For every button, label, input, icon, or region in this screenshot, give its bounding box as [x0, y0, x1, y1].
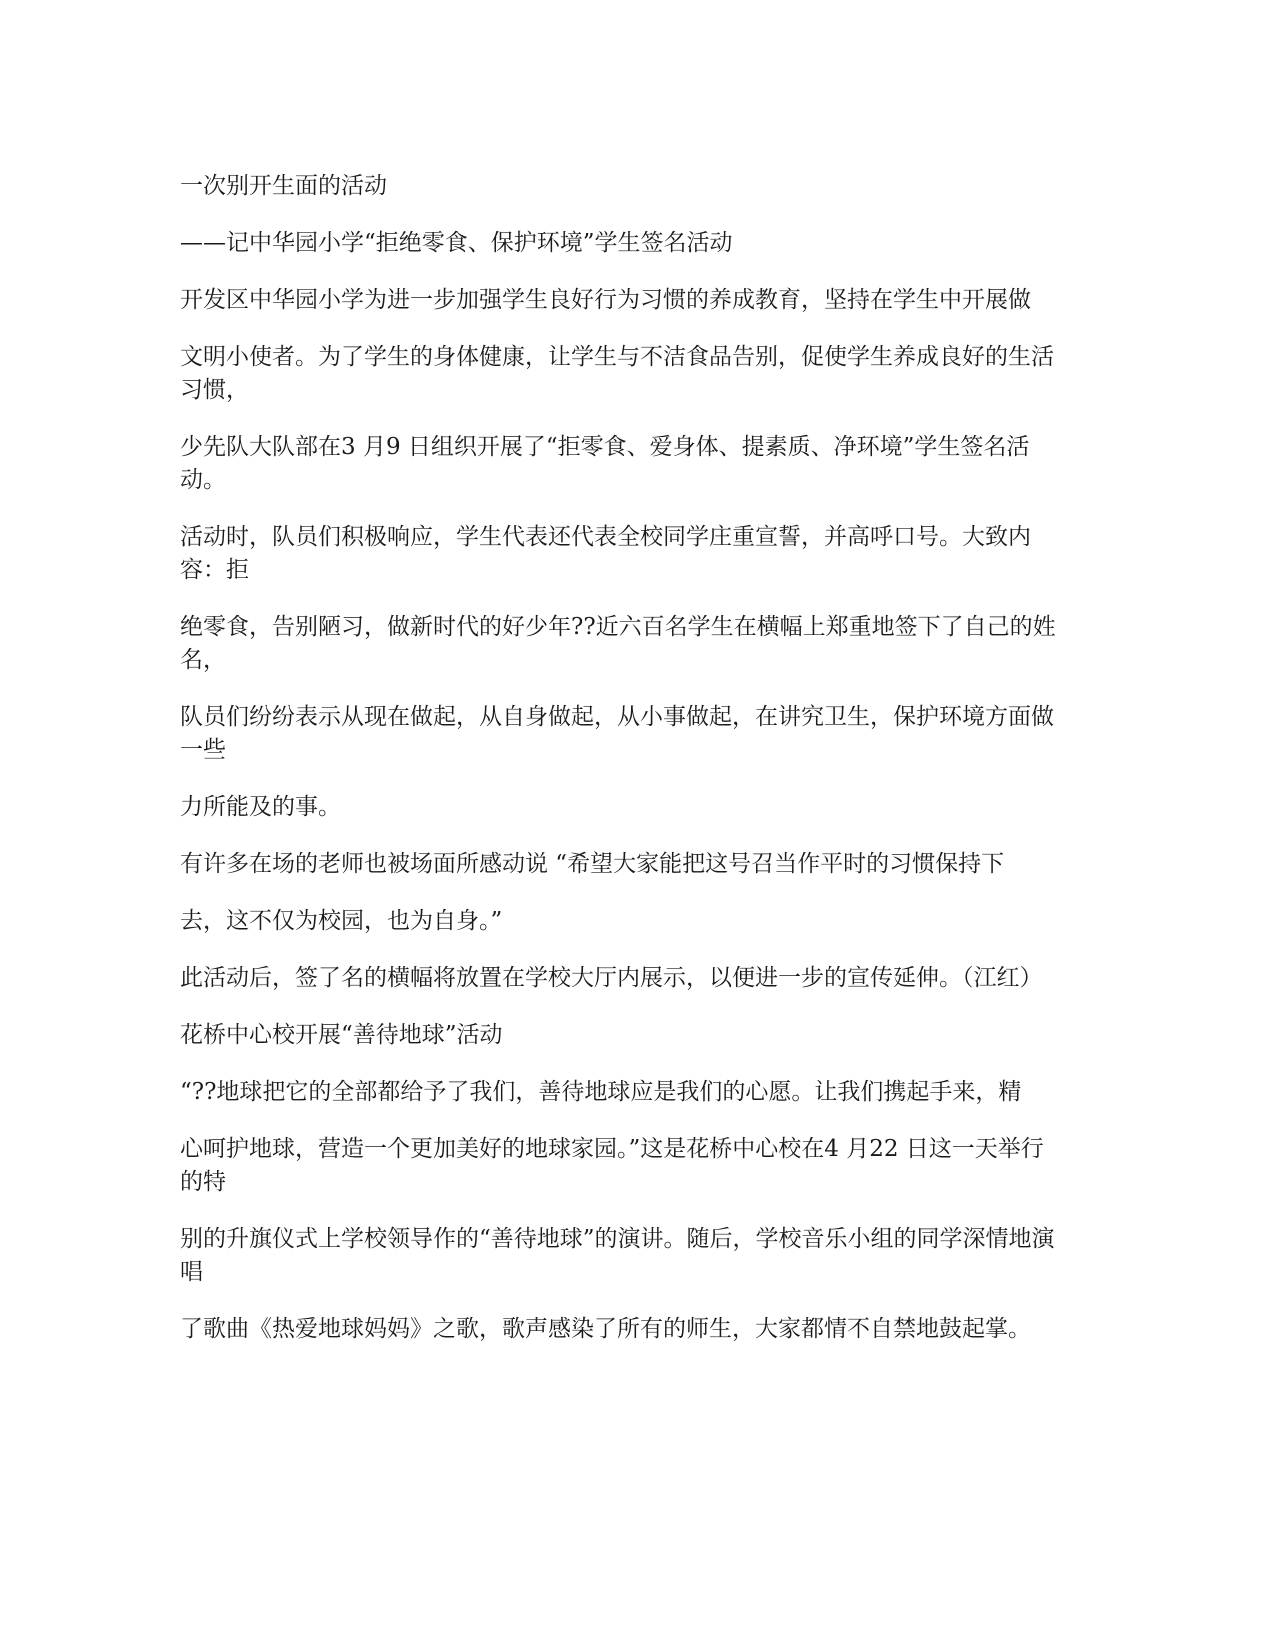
- paragraph: 少先队大队部在3 月9 日组织开展了“拒零食、爱身体、提素质、净环境”学生签名活动。: [180, 434, 1030, 493]
- paragraph: 开发区中华园小学为进一步加强学生良好行为习惯的养成教育，坚持在学生中开展做: [180, 287, 1031, 313]
- paragraph: 别的升旗仪式上学校领导作的“善待地球”的演讲。随后，学校音乐小组的同学深情地演唱: [180, 1226, 1055, 1285]
- paragraph: 了歌曲《热爱地球妈妈》之歌，歌声感染了所有的师生，大家都情不自禁地鼓起掌。: [180, 1316, 1031, 1342]
- paragraph: 心呵护地球，营造一个更加美好的地球家园。”这是花桥中心校在4 月22 日这一天举行的特: [180, 1136, 1044, 1195]
- paragraph: 此活动后，签了名的横幅将放置在学校大厅内展示，以便进一步的宣传延伸。（江红）: [180, 965, 1043, 991]
- paragraph: 有许多在场的老师也被场面所感动说 “希望大家能把这号召当作平时的习惯保持下: [180, 851, 1005, 877]
- paragraph: 去，这不仅为校园，也为自身。”: [180, 908, 503, 934]
- paragraph: 队员们纷纷表示从现在做起，从自身做起，从小事做起，在讲究卫生，保护环境方面做一些: [180, 704, 1054, 763]
- paragraph: “??地球把它的全部都给予了我们，善待地球应是我们的心愿。让我们携起手来，精: [180, 1079, 1022, 1105]
- paragraph: 绝零食，告别陋习，做新时代的好少年??近六百名学生在横幅上郑重地签下了自己的姓名，: [180, 614, 1056, 673]
- section-title: 花桥中心校开展“善待地球”活动: [180, 1022, 503, 1048]
- paragraph: 文明小使者。为了学生的身体健康，让学生与不洁食品告别，促使学生养成良好的生活习惯，: [180, 344, 1054, 403]
- document-page: [180, 170, 1060, 1346]
- article-title: 一次别开生面的活动: [180, 173, 387, 199]
- paragraph: 活动时，队员们积极响应，学生代表还代表全校同学庄重宣誓，并高呼口号。大致内容：拒: [180, 524, 1031, 583]
- paragraph: 力所能及的事。: [180, 794, 341, 820]
- article-subtitle: ——记中华园小学“拒绝零食、保护环境”学生签名活动: [180, 230, 733, 256]
